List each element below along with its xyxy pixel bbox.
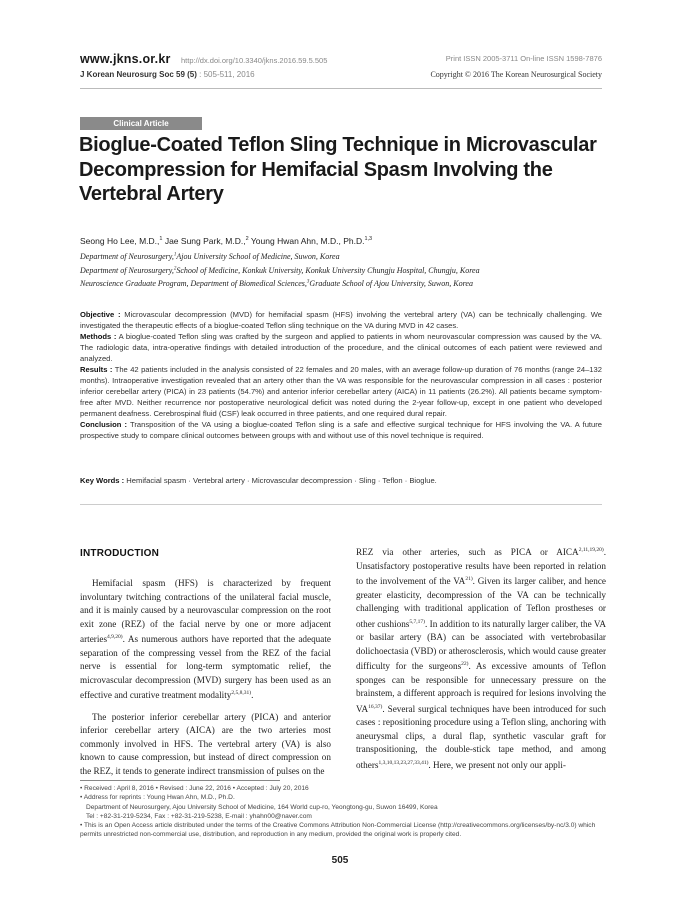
footnote-divider (80, 780, 280, 781)
site-header (80, 50, 327, 68)
section-heading-introduction: INTRODUCTION (80, 548, 160, 559)
abstract-conclusion: Conclusion : Transposition of the VA using a bioglue-coated Teflon sling is a safe and effective surgical technique for HFS involving the VA. A future prospective study to compare clinical outcomes between groups with and without use of this novel technique is required. (80, 420, 603, 440)
footnotes (80, 784, 605, 840)
journal-reference (80, 70, 255, 79)
copyright-notice: Copyright © 2016 The Korean Neurosurgical Society (430, 70, 602, 79)
author-affiliation-mark: 1,3 (364, 236, 373, 243)
footnote-dates: • Received : April 8, 2016 • Revised : June 22, 2016 • Accepted : July 20, 2016 (80, 785, 309, 792)
author-name: Seong Ho Lee, M.D., (80, 236, 160, 246)
abstract-results: Results : The 42 patients included in the analysis consisted of 22 females and 20 males, with an average follow-up duration of 76 months (range 24–132 months). Intraoperative investigation revealed that an artery other than the VA was responsible for the neurovascular compression in all cases : posterior inferior cerebellar artery (PICA) in 23 patients (54.7%) and anterior inferior cerebellar artery (AICA) in 11 patients (26.2%). All patients became symptom-free after MVD. Neither recurrence nor postoperative neurological deficit was noted during the 2-year follow-up, except in one patient who developed permanent deafness. Cerebrospinal fluid (CSF) leak occurred in three patients, and one required dural repair. (80, 365, 602, 418)
paragraph: Hemifacial spasm (HFS) is characterized by frequent involuntary twitching contractions of the unilateral facial muscle, and it is mainly caused by a neurovascular compression on the root exit zone (REZ) of the facial nerve by one or more adjacent arteries$^{4,9,20)}$. As numerous authors have reported that the adequate separation of the compressing vessel from the REZ of the facial nerve is essential for long-term symptomatic relief, the microvascular decompression (MVD) surgery has been used as an effective and curative treatment modality$^{2,5,8,31)}$. (80, 578, 331, 701)
article-type-badge: Clinical Article (80, 117, 202, 130)
keywords-divider (80, 504, 602, 505)
author-list (80, 236, 372, 246)
keywords (80, 476, 437, 485)
affiliation-3: Neuroscience Graduate Program, Department of Biomedical Sciences,$^3$Graduate School of Ajou University, Suwon, Korea (80, 279, 473, 288)
doi-link[interactable]: http://dx.doi.org/10.3340/jkns.2016.59.5.505 (181, 56, 328, 65)
footnote-license: • This is an Open Access article distributed under the terms of the Creative Commons Attribution Non-Commercial License (http://creativecommons.org/licenses/by-nc/3.0) which permits unrestricted non-commercial use, distribution, and reproduction in any medium, provided the original work is properly cited. (80, 822, 596, 839)
citation-ref[interactable]: 2,5,8,31) (231, 690, 252, 697)
body-column-right (356, 544, 606, 780)
abstract-objective: Objective : Microvascular decompression (MVD) for hemifacial spasm (HFS) involving the vertebral artery (VA) can be technically challenging. We investigated the therapeutic effects of a bioglue-coated Teflon sling technique on the VA during MVD in 42 cases. (80, 310, 602, 330)
citation-ref[interactable]: 16,37) (368, 703, 383, 710)
page-number: 505 (331, 855, 349, 866)
keywords-list: Hemifacial spasm · Vertebral artery · Microvascular decompression · Sling · Teflon · Bioglue. (126, 476, 437, 485)
keywords-label: Key Words : (80, 476, 125, 485)
site-link[interactable]: www.jkns.or.kr (80, 52, 171, 66)
abstract (80, 309, 602, 441)
citation-ref[interactable]: 22) (461, 661, 469, 668)
author-name: Jae Sung Park, M.D., (164, 236, 246, 246)
citation-ref[interactable]: 2,11,19,20) (578, 547, 604, 553)
affiliation-1: Department of Neurosurgery,$^1$Ajou University School of Medicine, Suwon, Korea (80, 252, 340, 261)
paragraph: REZ via other arteries, such as PICA or AICA$^{2,11,19,20)}$. Unsatisfactory postoperative results have been reported in relation to the involvement of the VA$^{21)}$. Given its larger caliber, and hence greater elasticity, decompression of the VA can be technically challenging with traditional application of Teflon prostheses or other cushions$^{5,7,17)}$. In addition to its naturally larger caliber, the VA or basilar artery (BA) can be associated with vertebrobasilar dolichoectasia (VBD) or atherosclerosis, which would cause greater difficulty for the surgeons$^{22)}$. As excessive amounts of Teflon sponges can be responsible for unnecessary pressure on the brainstem, a different approach is required for lesions involving the VA$^{16,37)}$. Several surgical techniques have been introduced for such cases : repositioning procedure using a Teflon sling, anchoring with aneurysmal clips, a dural flap, synthetic vascular graft for transpositioning, the double-stick tape method, and among others$^{1,3,10,13,23,27,33,41)}$. Here, we present not only our appli- (356, 547, 607, 770)
footnote-contact: Tel : +82-31-219-5234, Fax : +82-31-219-5238, E-mail : yhahn00@naver.com (86, 812, 312, 820)
author-name: Young Hwan Ahn, M.D., Ph.D. (250, 236, 365, 246)
body-column-left (80, 544, 331, 786)
header-divider (80, 88, 602, 89)
footnote-address-label: • Address for reprints : Young Hwan Ahn, M.D., Ph.D. (80, 794, 235, 802)
journal-name: J Korean Neurosurg Soc 59 (5) (80, 70, 197, 79)
abstract-methods: Methods : A bioglue-coated Teflon sling was crafted by the surgeon and applied to patients in whom neurovascular compression was caused by the VA. The radiologic data, intra-operative findings with detailed introduction of the procedure, and the clinical outcomes of each patient were reviewed and analyzed. (80, 332, 602, 363)
footnote-address: Department of Neurosurgery, Ajou University School of Medicine, 164 World cup-ro, Yeongtong-gu, Suwon 16499, Korea (86, 803, 438, 811)
author-affiliation-mark: 2 (245, 236, 249, 243)
citation-ref[interactable]: 4,9,20) (107, 634, 123, 640)
paragraph: The posterior inferior cerebellar artery (PICA) and anterior inferior cerebellar artery (AICA) are the two arteries most commonly involved in HFS. The vertebral artery (VA) is also known to cause compression, but instead of direct compression on the REZ, it tends to generate indirect transmission of pulses on the (80, 711, 331, 776)
citation-ref[interactable]: 5,7,17) (409, 618, 425, 625)
citation-ref[interactable]: 21) (465, 576, 473, 583)
article-title: Bioglue-Coated Teflon Sling Technique in Microvascular Decompression for Hemifacial Spasm Involving the Vertebral Artery (79, 134, 597, 205)
citation-ref[interactable]: 1,3,10,13,23,27,33,41) (378, 759, 429, 766)
author-affiliation-mark: 1 (159, 236, 163, 243)
affiliation-2: Department of Neurosurgery,$^2$School of Medicine, Konkuk University, Konkuk University Chungju Hospital, Chungju, Korea (80, 266, 480, 275)
journal-pages: : 505-511, 2016 (196, 70, 255, 79)
issn-info: Print ISSN 2005-3711 On-line ISSN 1598-7876 (445, 54, 602, 63)
